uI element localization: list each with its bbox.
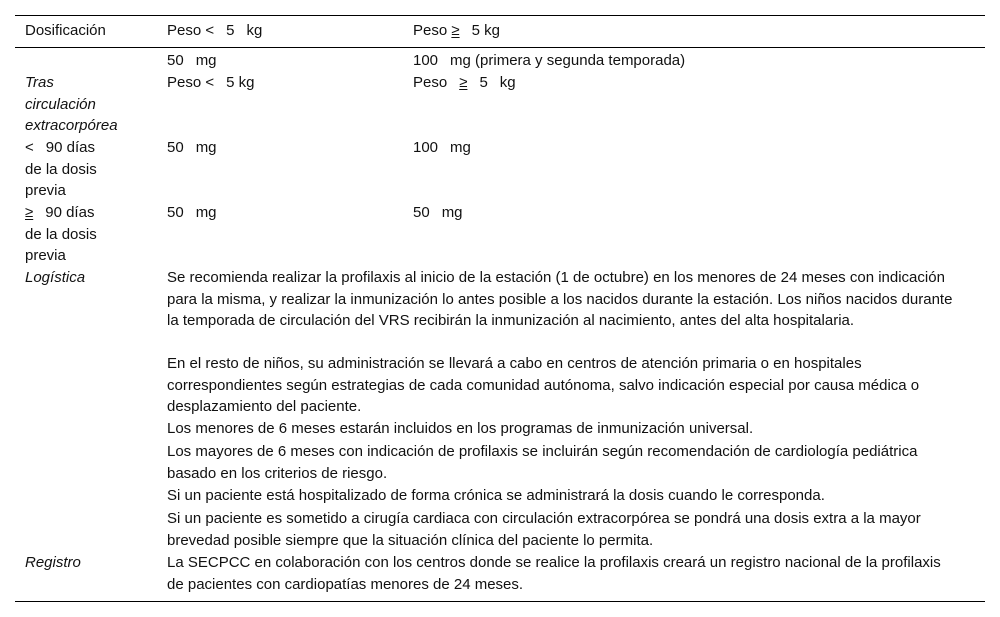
lt90-lt-cell bbox=[167, 137, 217, 159]
lt90-lt-value: 50 bbox=[167, 139, 184, 156]
registro-text: La SECPCC en colaboración con los centros donde se realice la profilaxis creará un registro nacional de la profilaxis de pacientes con cardiopatías menores de 24 meses. bbox=[167, 554, 941, 593]
lt90-op: < bbox=[25, 139, 34, 156]
tras-peso-lt-label: Peso bbox=[167, 74, 202, 91]
tras-label-line-1: Tras bbox=[25, 74, 54, 91]
ge90-lt-unit: mg bbox=[195, 204, 217, 221]
table-header-rule bbox=[15, 47, 985, 48]
dose-ge-value: 100 bbox=[413, 52, 439, 69]
header-peso-ge bbox=[413, 20, 500, 42]
logistica-paragraph-2: En el resto de niños, su administración se llevará a cabo en centros de atención primaria o en hospitales correspondientes según estrategias de cada comunidad autónoma, salvo indicación especial por causa médica o desplazamiento del paciente. bbox=[167, 355, 920, 415]
lt90-line-3: previa bbox=[25, 182, 66, 199]
header-dosificacion: Dosificación bbox=[25, 22, 106, 39]
logistica-paragraph-3: Los menores de 6 meses estarán incluidos en los programas de inmunización universal. bbox=[167, 420, 754, 437]
tras-label-line-2: circulación bbox=[25, 95, 96, 113]
registro-label: Registro bbox=[25, 554, 81, 571]
table-bottom-rule bbox=[15, 601, 985, 602]
tras-peso-ge-value: 5 bbox=[479, 74, 488, 91]
header-peso-ge-unit: kg bbox=[484, 22, 500, 39]
tras-peso-ge-op: ≥ bbox=[459, 74, 468, 91]
tras-peso-ge-unit: kg bbox=[499, 74, 516, 91]
ge90-ge-unit: mg bbox=[441, 204, 463, 221]
header-peso-lt-label: Peso bbox=[167, 22, 202, 39]
lt90-line-2: de la dosis bbox=[25, 160, 97, 178]
tras-label-line-3: extracorpórea bbox=[25, 117, 118, 134]
dose-lt-value: 50 bbox=[167, 52, 184, 69]
header-peso-ge-op: ≥ bbox=[451, 22, 460, 39]
logistica-paragraph-1: Se recomienda realizar la profilaxis al inicio de la estación (1 de octubre) en los menores de 24 meses con indicación para la misma, y realizar la inmunización lo antes posible a los nacidos durante la estación. Los niños nacidos durante la temporada de circulación del VRS recibirán la inmunización al nacimiento, antes del alta hospitalaria. bbox=[167, 269, 953, 329]
ge90-line-2: de la dosis bbox=[25, 225, 97, 243]
logistica-paragraph-5: Si un paciente está hospitalizado de forma crónica se administrará la dosis cuando le corresponda. bbox=[167, 487, 825, 504]
logistica-label: Logística bbox=[25, 269, 86, 286]
logistica-paragraph-6: Si un paciente es sometido a cirugía cardiaca con circulación extracorpórea se pondrá una dosis extra a la mayor brevedad posible siempre que la situación clínica del paciente lo permita. bbox=[167, 510, 921, 549]
dose-ge-unit: mg (primera y segunda temporada) bbox=[450, 52, 686, 69]
header-peso-ge-label: Peso bbox=[413, 22, 448, 39]
lt90-ge-cell bbox=[413, 137, 471, 159]
lt90-label bbox=[25, 137, 97, 202]
header-peso-lt-op: < bbox=[205, 22, 215, 39]
ge90-line-3: previa bbox=[25, 247, 66, 264]
tras-peso-lt bbox=[167, 72, 255, 94]
header-peso-lt-unit: kg bbox=[246, 22, 263, 39]
ge90-lt-cell bbox=[167, 202, 217, 224]
ge90-op: ≥ bbox=[25, 204, 34, 221]
ge90-lt-value: 50 bbox=[167, 204, 184, 221]
dose-ge-cell bbox=[413, 50, 685, 72]
header-peso-lt bbox=[167, 20, 262, 42]
tras-peso-lt-op: < bbox=[205, 74, 215, 91]
ge90-ge-value: 50 bbox=[413, 204, 430, 221]
ge90-ge-cell bbox=[413, 202, 463, 224]
tras-peso-ge bbox=[413, 72, 516, 94]
ge90-label bbox=[25, 202, 97, 267]
dose-lt-unit: mg bbox=[195, 52, 217, 69]
header-peso-lt-value: 5 bbox=[226, 22, 235, 39]
tras-label bbox=[25, 72, 118, 137]
lt90-lt-unit: mg bbox=[195, 139, 217, 156]
table-top-rule bbox=[15, 15, 985, 16]
logistica-paragraph-4: Los mayores de 6 meses con indicación de profilaxis se incluirán según recomendación de cardiología pediátrica basado en los criterios de riesgo. bbox=[167, 443, 918, 482]
ge90-num: 90 días bbox=[45, 204, 95, 221]
lt90-ge-unit: mg bbox=[450, 139, 471, 156]
tras-peso-lt-value: 5 kg bbox=[226, 74, 255, 91]
dose-lt-cell bbox=[167, 50, 217, 72]
header-peso-ge-value: 5 bbox=[471, 22, 480, 39]
lt90-num: 90 días bbox=[45, 139, 95, 156]
tras-peso-ge-label: Peso bbox=[413, 74, 448, 91]
lt90-ge-value: 100 bbox=[413, 139, 439, 156]
